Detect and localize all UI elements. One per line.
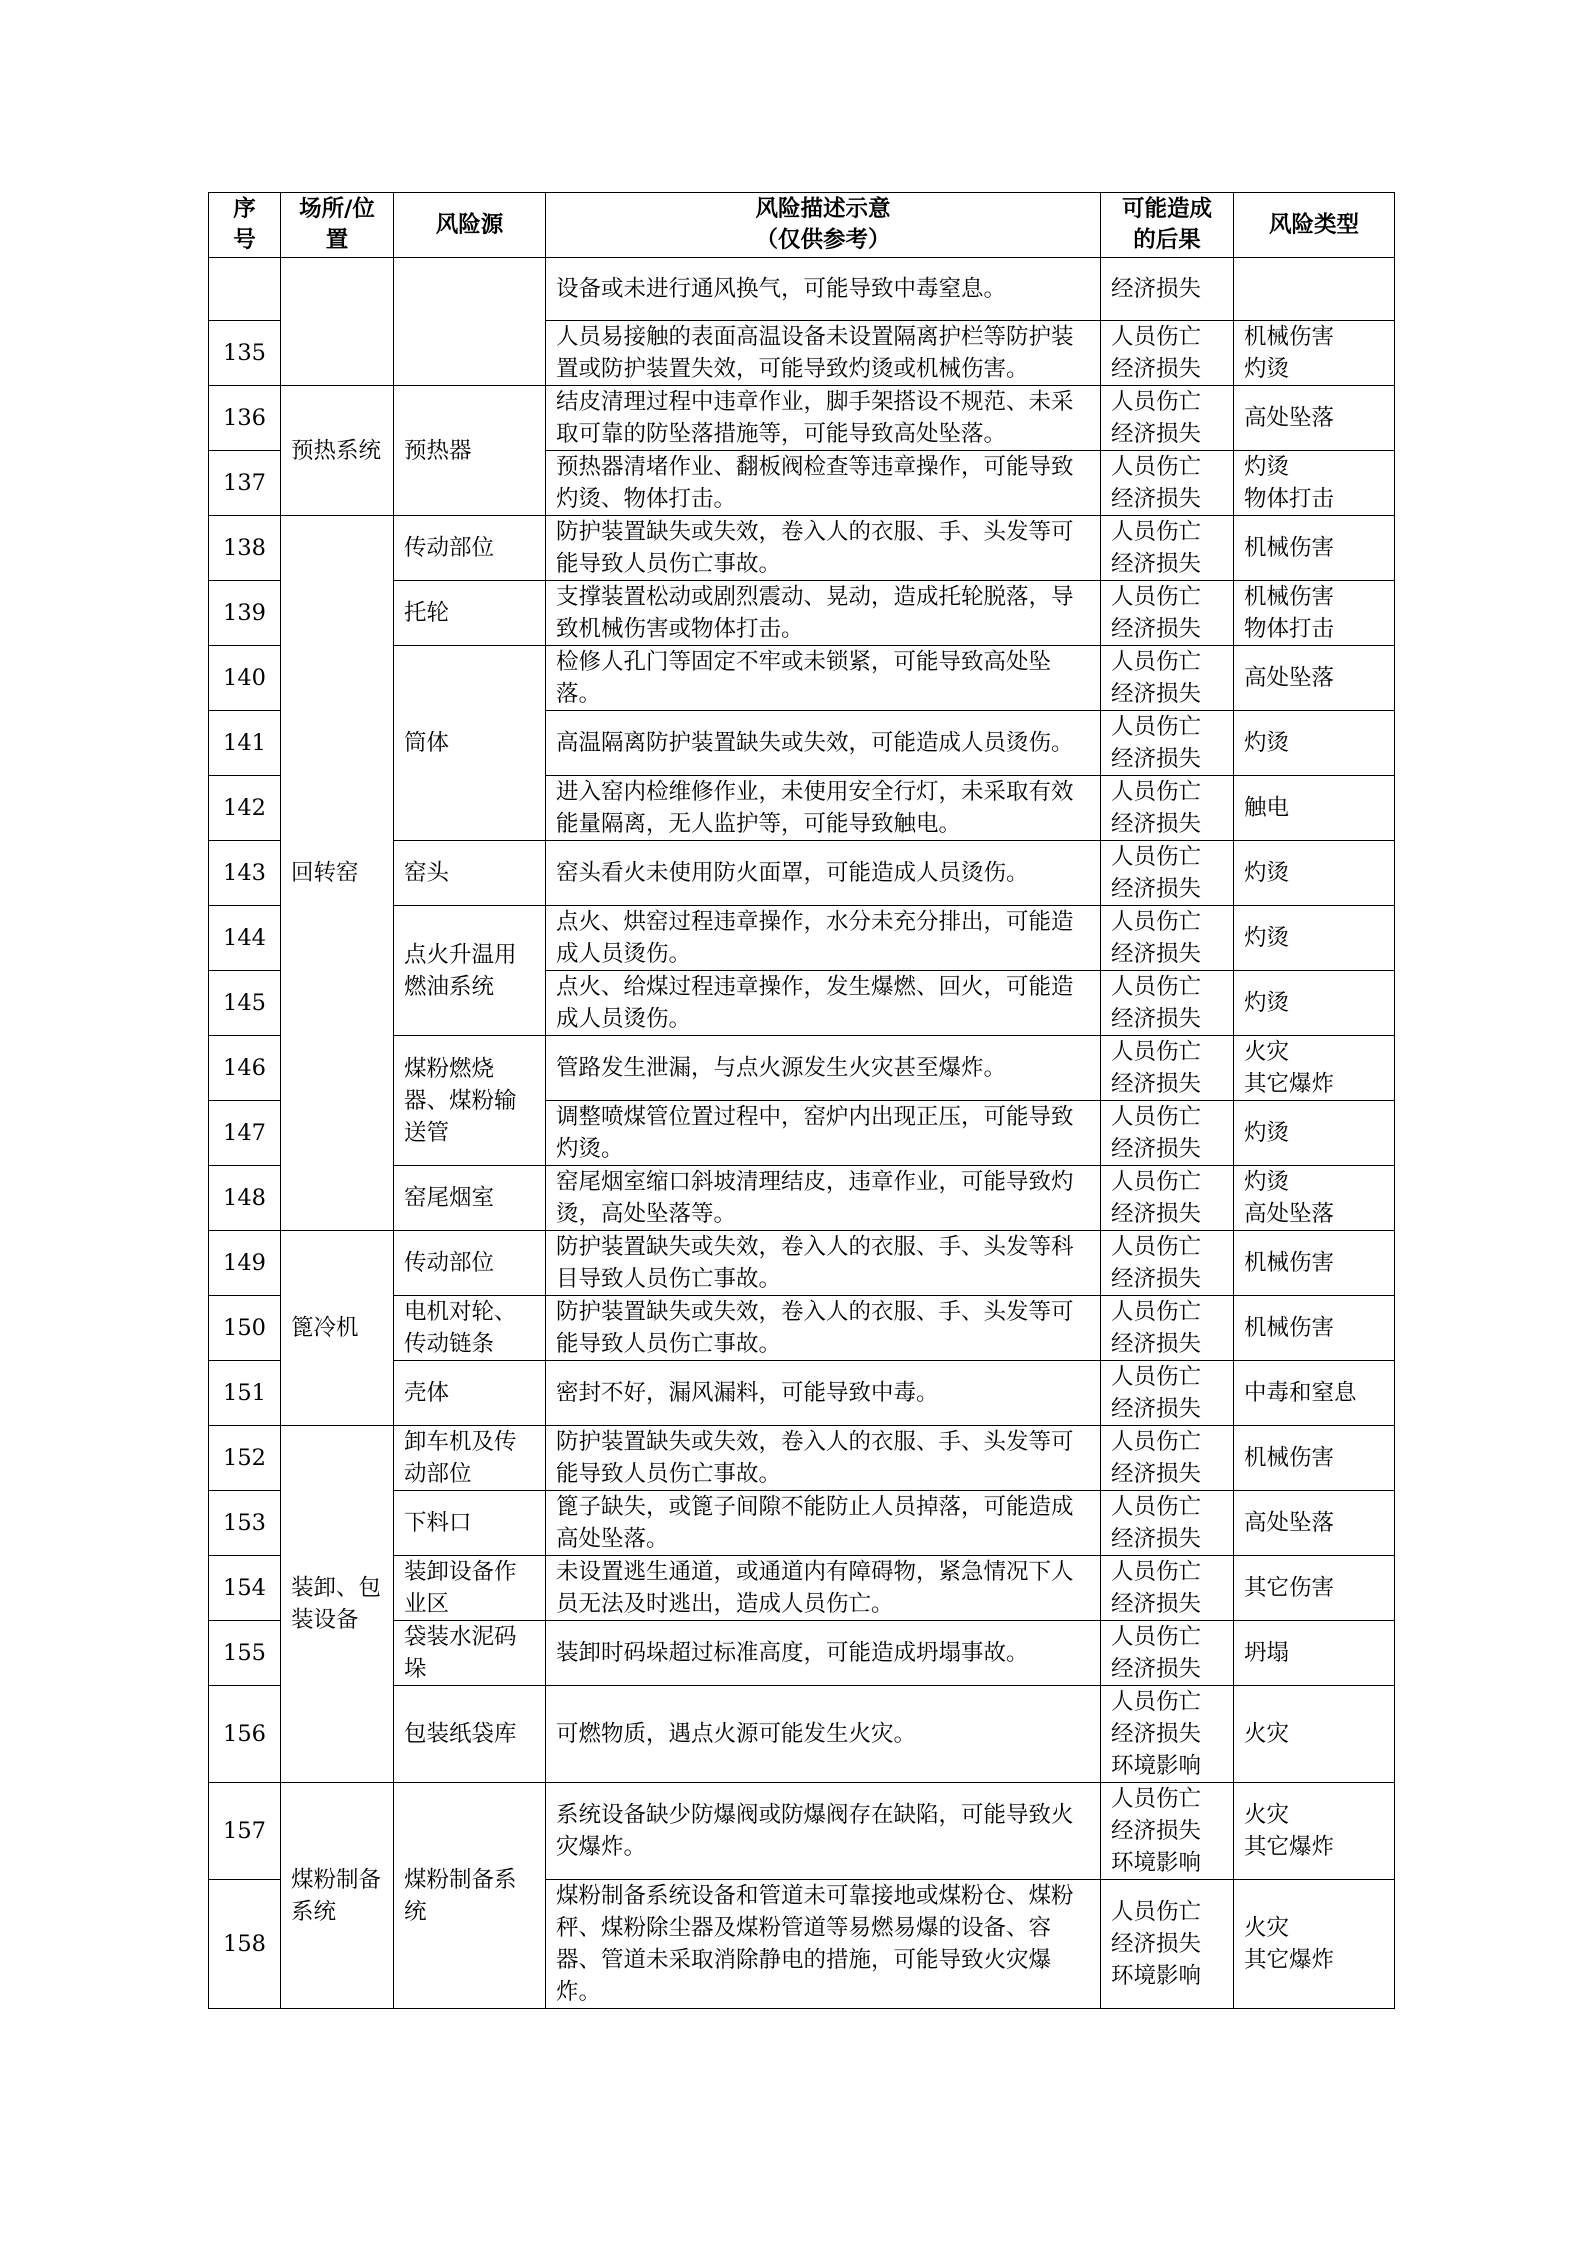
- cell-type: 灼烫: [1234, 971, 1395, 1036]
- table-row: [209, 1426, 1395, 1491]
- cell-no: 145: [209, 971, 281, 1036]
- cell-type: 中毒和窒息: [1234, 1361, 1395, 1426]
- cell-type: 机械伤害: [1234, 516, 1395, 581]
- table-row-continued: [209, 258, 1395, 321]
- cell-description: 防护装置缺失或失效，卷入人的衣服、手、头发等可能导致人员伤亡事故。: [546, 516, 1101, 581]
- cell-location: 回转窑: [281, 516, 394, 1231]
- cell-type: 灼烫: [1234, 906, 1395, 971]
- table-row: [209, 1783, 1395, 1880]
- header-description: 风险描述示意 （仅供参考）: [546, 193, 1101, 258]
- header-location: 场所/位 置: [281, 193, 394, 258]
- header-consequence: 可能造成 的后果: [1101, 193, 1234, 258]
- cell-consequence: 人员伤亡 经济损失: [1101, 321, 1234, 386]
- cell-source: 电机对轮、传动链条: [394, 1296, 546, 1361]
- cell-description: 点火、烘窑过程违章操作，水分未充分排出，可能造成人员烫伤。: [546, 906, 1101, 971]
- risk-table: [208, 192, 1395, 2009]
- table-row: [209, 516, 1395, 581]
- cell-no: 154: [209, 1556, 281, 1621]
- cell-consequence: 人员伤亡 经济损失: [1101, 776, 1234, 841]
- cell-type: 机械伤害: [1234, 1296, 1395, 1361]
- cell-no: 140: [209, 646, 281, 711]
- cell-consequence: 人员伤亡 经济损失: [1101, 1296, 1234, 1361]
- cell-consequence: 人员伤亡 经济损失: [1101, 1621, 1234, 1686]
- cell-type: 高处坠落: [1234, 386, 1395, 451]
- cell-consequence: 人员伤亡 经济损失 环境影响: [1101, 1686, 1234, 1783]
- cell-no: 151: [209, 1361, 281, 1426]
- cell-description: 检修人孔门等固定不牢或未锁紧，可能导致高处坠落。: [546, 646, 1101, 711]
- cell-type: 高处坠落: [1234, 646, 1395, 711]
- cell-type: 灼烫: [1234, 711, 1395, 776]
- cell-no: 137: [209, 451, 281, 516]
- cell-no: [209, 258, 281, 321]
- cell-consequence: 人员伤亡 经济损失: [1101, 1166, 1234, 1231]
- cell-source: 窑头: [394, 841, 546, 906]
- cell-no: 149: [209, 1231, 281, 1296]
- cell-no: 144: [209, 906, 281, 971]
- cell-consequence: 人员伤亡 经济损失: [1101, 711, 1234, 776]
- table-row: [209, 1231, 1395, 1296]
- cell-no: 148: [209, 1166, 281, 1231]
- cell-type: 机械伤害 物体打击: [1234, 581, 1395, 646]
- cell-no: 156: [209, 1686, 281, 1783]
- cell-description: 煤粉制备系统设备和管道未可靠接地或煤粉仓、煤粉秤、煤粉除尘器及煤粉管道等易燃易爆的设备、容器、管道未采取消除静电的措施，可能导致火灾爆炸。: [546, 1880, 1101, 2009]
- cell-consequence: 人员伤亡 经济损失: [1101, 646, 1234, 711]
- cell-no: 135: [209, 321, 281, 386]
- cell-source: 预热器: [394, 386, 546, 516]
- cell-no: 158: [209, 1880, 281, 2009]
- cell-source: 托轮: [394, 581, 546, 646]
- cell-description: 防护装置缺失或失效，卷入人的衣服、手、头发等科目导致人员伤亡事故。: [546, 1231, 1101, 1296]
- cell-source: 窑尾烟室: [394, 1166, 546, 1231]
- cell-location: 煤粉制备系统: [281, 1783, 394, 2009]
- cell-no: 136: [209, 386, 281, 451]
- cell-consequence: 人员伤亡 经济损失: [1101, 841, 1234, 906]
- cell-type: 灼烫 物体打击: [1234, 451, 1395, 516]
- cell-type: 高处坠落: [1234, 1491, 1395, 1556]
- cell-description: 管路发生泄漏，与点火源发生火灾甚至爆炸。: [546, 1036, 1101, 1101]
- cell-consequence: 人员伤亡 经济损失: [1101, 386, 1234, 451]
- cell-no: 143: [209, 841, 281, 906]
- cell-consequence: 人员伤亡 经济损失 环境影响: [1101, 1880, 1234, 2009]
- cell-type: 火灾 其它爆炸: [1234, 1880, 1395, 2009]
- cell-type: 机械伤害: [1234, 1231, 1395, 1296]
- cell-description: 高温隔离防护装置缺失或失效，可能造成人员烫伤。: [546, 711, 1101, 776]
- cell-source: 壳体: [394, 1361, 546, 1426]
- cell-source: 点火升温用燃油系统: [394, 906, 546, 1036]
- cell-source: 下料口: [394, 1491, 546, 1556]
- cell-consequence: 人员伤亡 经济损失: [1101, 1556, 1234, 1621]
- cell-no: 146: [209, 1036, 281, 1101]
- cell-location-empty: [281, 258, 394, 386]
- cell-description: 人员易接触的表面高温设备未设置隔离护栏等防护装置或防护装置失效，可能导致灼烫或机械伤害。: [546, 321, 1101, 386]
- cell-no: 152: [209, 1426, 281, 1491]
- cell-description: 窑头看火未使用防火面罩，可能造成人员烫伤。: [546, 841, 1101, 906]
- cell-consequence: 人员伤亡 经济损失: [1101, 581, 1234, 646]
- cell-type: 机械伤害 灼烫: [1234, 321, 1395, 386]
- cell-type: 火灾: [1234, 1686, 1395, 1783]
- cell-consequence: 人员伤亡 经济损失: [1101, 1361, 1234, 1426]
- cell-type: 灼烫: [1234, 841, 1395, 906]
- header-type: 风险类型: [1234, 193, 1395, 258]
- header-source: 风险源: [394, 193, 546, 258]
- cell-description: 可燃物质，遇点火源可能发生火灾。: [546, 1686, 1101, 1783]
- cell-description: 支撑装置松动或剧烈震动、晃动，造成托轮脱落，导致机械伤害或物体打击。: [546, 581, 1101, 646]
- cell-type: 机械伤害: [1234, 1426, 1395, 1491]
- cell-description: 点火、给煤过程违章操作，发生爆燃、回火，可能造成人员烫伤。: [546, 971, 1101, 1036]
- cell-no: 142: [209, 776, 281, 841]
- cell-source: 煤粉制备系统: [394, 1783, 546, 2009]
- cell-description: 密封不好，漏风漏料，可能导致中毒。: [546, 1361, 1101, 1426]
- cell-source: 包装纸袋库: [394, 1686, 546, 1783]
- header-no: 序 号: [209, 193, 281, 258]
- cell-no: 147: [209, 1101, 281, 1166]
- cell-description: 窑尾烟室缩口斜坡清理结皮，违章作业，可能导致灼烫，高处坠落等。: [546, 1166, 1101, 1231]
- cell-description: 结皮清理过程中违章作业，脚手架搭设不规范、未采取可靠的防坠落措施等，可能导致高处坠落。: [546, 386, 1101, 451]
- cell-consequence: 人员伤亡 经济损失: [1101, 1231, 1234, 1296]
- table-row: [209, 386, 1395, 451]
- cell-source: 传动部位: [394, 1231, 546, 1296]
- cell-description: 篦子缺失，或篦子间隙不能防止人员掉落，可能造成高处坠落。: [546, 1491, 1101, 1556]
- cell-type: 其它伤害: [1234, 1556, 1395, 1621]
- cell-source-empty: [394, 258, 546, 386]
- cell-type: 火灾 其它爆炸: [1234, 1783, 1395, 1880]
- cell-source: 筒体: [394, 646, 546, 841]
- cell-consequence: 人员伤亡 经济损失: [1101, 1036, 1234, 1101]
- cell-type: 灼烫 高处坠落: [1234, 1166, 1395, 1231]
- cell-no: 153: [209, 1491, 281, 1556]
- cell-consequence: 人员伤亡 经济损失: [1101, 451, 1234, 516]
- cell-description: 进入窑内检维修作业，未使用安全行灯，未采取有效能量隔离，无人监护等，可能导致触电。: [546, 776, 1101, 841]
- cell-no: 157: [209, 1783, 281, 1880]
- cell-type: [1234, 258, 1395, 321]
- cell-no: 139: [209, 581, 281, 646]
- cell-consequence: 人员伤亡 经济损失: [1101, 516, 1234, 581]
- cell-type: 火灾 其它爆炸: [1234, 1036, 1395, 1101]
- cell-location: 篦冷机: [281, 1231, 394, 1426]
- cell-no: 150: [209, 1296, 281, 1361]
- cell-no: 141: [209, 711, 281, 776]
- cell-description: 防护装置缺失或失效，卷入人的衣服、手、头发等可能导致人员伤亡事故。: [546, 1426, 1101, 1491]
- cell-description: 调整喷煤管位置过程中，窑炉内出现正压，可能导致灼烫。: [546, 1101, 1101, 1166]
- cell-type: 触电: [1234, 776, 1395, 841]
- table-header-row: [209, 193, 1395, 258]
- cell-description: 防护装置缺失或失效，卷入人的衣服、手、头发等可能导致人员伤亡事故。: [546, 1296, 1101, 1361]
- cell-description: 未设置逃生通道，或通道内有障碍物，紧急情况下人员无法及时逃出，造成人员伤亡。: [546, 1556, 1101, 1621]
- cell-no: 155: [209, 1621, 281, 1686]
- cell-consequence: 人员伤亡 经济损失: [1101, 1491, 1234, 1556]
- cell-type: 坍塌: [1234, 1621, 1395, 1686]
- cell-source: 袋装水泥码垛: [394, 1621, 546, 1686]
- cell-source: 煤粉燃烧器、煤粉输送管: [394, 1036, 546, 1166]
- cell-source: 卸车机及传动部位: [394, 1426, 546, 1491]
- cell-consequence: 人员伤亡 经济损失: [1101, 906, 1234, 971]
- cell-type: 灼烫: [1234, 1101, 1395, 1166]
- cell-description: 装卸时码垛超过标准高度，可能造成坍塌事故。: [546, 1621, 1101, 1686]
- cell-source: 装卸设备作业区: [394, 1556, 546, 1621]
- cell-consequence: 经济损失: [1101, 258, 1234, 321]
- cell-location: 预热系统: [281, 386, 394, 516]
- cell-location: 装卸、包装设备: [281, 1426, 394, 1783]
- cell-consequence: 人员伤亡 经济损失: [1101, 1426, 1234, 1491]
- cell-consequence: 人员伤亡 经济损失: [1101, 1101, 1234, 1166]
- cell-description: 预热器清堵作业、翻板阀检查等违章操作，可能导致灼烫、物体打击。: [546, 451, 1101, 516]
- cell-consequence: 人员伤亡 经济损失 环境影响: [1101, 1783, 1234, 1880]
- cell-description: 系统设备缺少防爆阀或防爆阀存在缺陷，可能导致火灾爆炸。: [546, 1783, 1101, 1880]
- cell-source: 传动部位: [394, 516, 546, 581]
- cell-consequence: 人员伤亡 经济损失: [1101, 971, 1234, 1036]
- cell-no: 138: [209, 516, 281, 581]
- cell-description: 设备或未进行通风换气，可能导致中毒窒息。: [546, 258, 1101, 321]
